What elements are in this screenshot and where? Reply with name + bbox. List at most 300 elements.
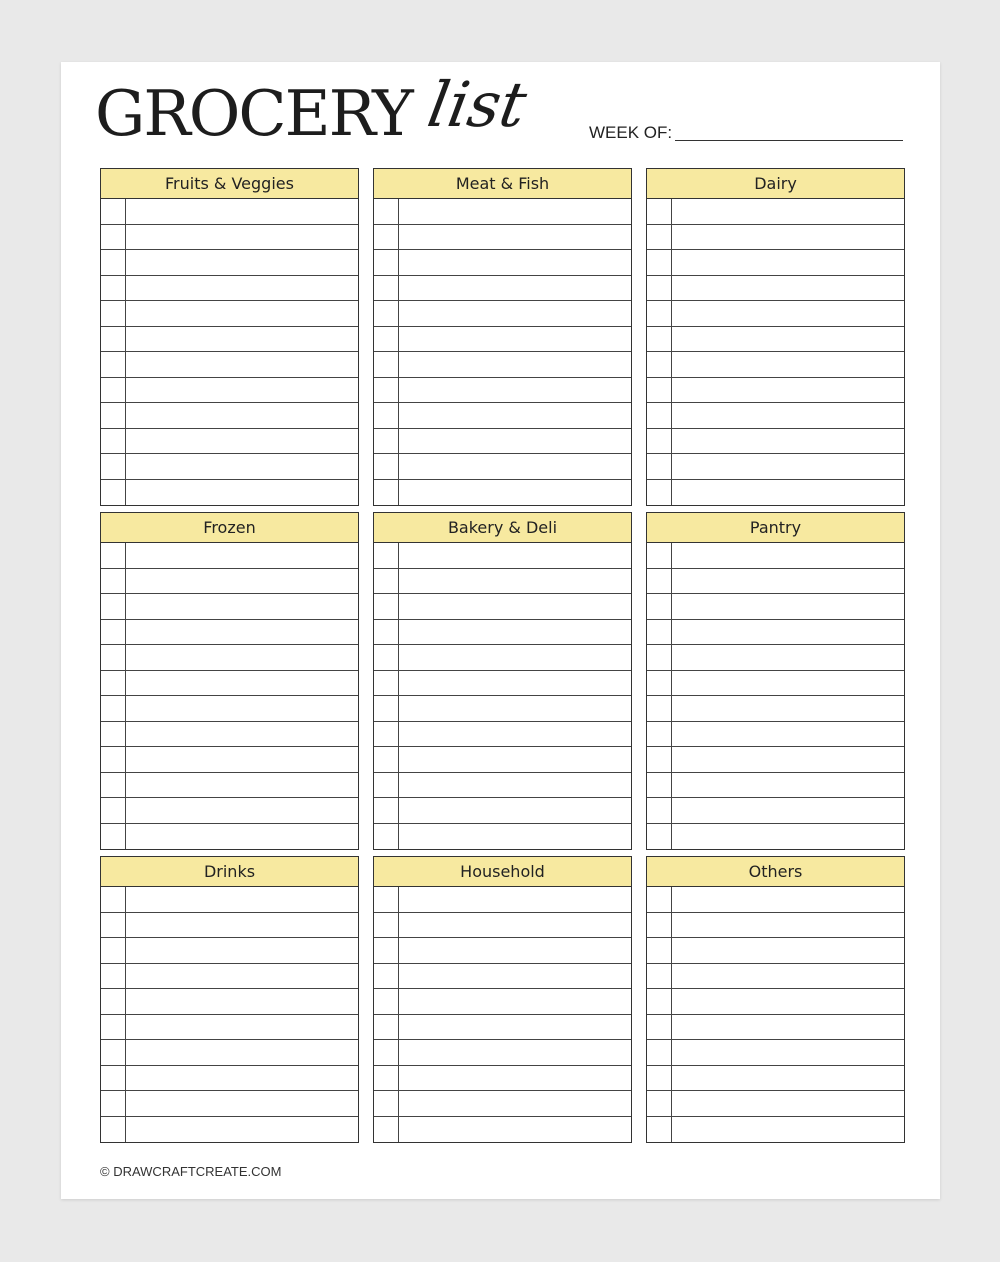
list-item bbox=[647, 913, 904, 939]
item-line[interactable] bbox=[126, 938, 358, 963]
checkbox[interactable] bbox=[101, 327, 126, 352]
item-line[interactable] bbox=[672, 352, 904, 377]
item-line[interactable] bbox=[399, 543, 631, 568]
item-line[interactable] bbox=[672, 225, 904, 250]
checkbox[interactable] bbox=[374, 696, 399, 721]
section-header: Fruits & Veggies bbox=[101, 169, 358, 199]
checkbox[interactable] bbox=[374, 403, 399, 428]
checkbox[interactable] bbox=[374, 989, 399, 1014]
list-item bbox=[647, 620, 904, 646]
checkbox[interactable] bbox=[101, 1040, 126, 1065]
checkbox[interactable] bbox=[374, 1040, 399, 1065]
item-line[interactable] bbox=[126, 199, 358, 224]
checkbox[interactable] bbox=[374, 887, 399, 912]
item-line[interactable] bbox=[672, 454, 904, 479]
list-item bbox=[374, 429, 631, 455]
list-item bbox=[374, 964, 631, 990]
item-line[interactable] bbox=[672, 378, 904, 403]
section-header: Pantry bbox=[647, 513, 904, 543]
item-line[interactable] bbox=[672, 480, 904, 506]
section-header: Dairy bbox=[647, 169, 904, 199]
list-item bbox=[101, 773, 358, 799]
item-line[interactable] bbox=[672, 1040, 904, 1065]
checkbox[interactable] bbox=[647, 301, 672, 326]
item-line[interactable] bbox=[399, 276, 631, 301]
item-line[interactable] bbox=[399, 1040, 631, 1065]
checkbox[interactable] bbox=[101, 454, 126, 479]
item-line[interactable] bbox=[126, 887, 358, 912]
item-line[interactable] bbox=[672, 773, 904, 798]
item-line[interactable] bbox=[672, 645, 904, 670]
item-line[interactable] bbox=[399, 671, 631, 696]
checkbox[interactable] bbox=[647, 964, 672, 989]
checkbox[interactable] bbox=[374, 645, 399, 670]
checkbox[interactable] bbox=[374, 276, 399, 301]
list-item bbox=[101, 543, 358, 569]
checkbox[interactable] bbox=[101, 913, 126, 938]
checkbox[interactable] bbox=[374, 1015, 399, 1040]
item-line[interactable] bbox=[399, 1066, 631, 1091]
item-line[interactable] bbox=[126, 1066, 358, 1091]
checkbox[interactable] bbox=[647, 747, 672, 772]
list-item bbox=[647, 543, 904, 569]
checkbox[interactable] bbox=[647, 454, 672, 479]
item-line[interactable] bbox=[126, 913, 358, 938]
item-line[interactable] bbox=[399, 301, 631, 326]
item-line[interactable] bbox=[672, 620, 904, 645]
item-line[interactable] bbox=[126, 964, 358, 989]
checkbox[interactable] bbox=[101, 225, 126, 250]
list-item bbox=[647, 454, 904, 480]
checkbox[interactable] bbox=[101, 747, 126, 772]
checkbox[interactable] bbox=[101, 964, 126, 989]
checkbox[interactable] bbox=[374, 747, 399, 772]
checkbox[interactable] bbox=[101, 543, 126, 568]
section-rows bbox=[374, 543, 631, 849]
checkbox[interactable] bbox=[101, 403, 126, 428]
checkbox[interactable] bbox=[647, 327, 672, 352]
week-of-line[interactable] bbox=[675, 140, 903, 141]
section-drinks bbox=[100, 856, 359, 1143]
list-item bbox=[374, 403, 631, 429]
item-line[interactable] bbox=[126, 824, 358, 850]
list-item bbox=[647, 938, 904, 964]
checkbox[interactable] bbox=[647, 773, 672, 798]
checkbox[interactable] bbox=[101, 594, 126, 619]
section-header: Drinks bbox=[101, 857, 358, 887]
week-of-label: WEEK OF: bbox=[589, 123, 673, 142]
checkbox[interactable] bbox=[101, 798, 126, 823]
item-line[interactable] bbox=[126, 671, 358, 696]
list-item bbox=[647, 276, 904, 302]
section-pantry bbox=[646, 512, 905, 850]
item-line[interactable] bbox=[672, 301, 904, 326]
item-line[interactable] bbox=[399, 964, 631, 989]
item-line[interactable] bbox=[672, 543, 904, 568]
item-line[interactable] bbox=[672, 696, 904, 721]
list-item bbox=[101, 887, 358, 913]
item-line[interactable] bbox=[126, 327, 358, 352]
checkbox[interactable] bbox=[647, 645, 672, 670]
section-dairy bbox=[646, 168, 905, 506]
checkbox[interactable] bbox=[101, 199, 126, 224]
item-line[interactable] bbox=[672, 1091, 904, 1116]
item-line[interactable] bbox=[126, 301, 358, 326]
checkbox[interactable] bbox=[374, 327, 399, 352]
list-item bbox=[374, 327, 631, 353]
item-line[interactable] bbox=[399, 1117, 631, 1143]
list-item bbox=[647, 671, 904, 697]
item-line[interactable] bbox=[672, 938, 904, 963]
item-line[interactable] bbox=[126, 250, 358, 275]
item-line[interactable] bbox=[126, 989, 358, 1014]
list-item bbox=[647, 1015, 904, 1041]
item-line[interactable] bbox=[672, 824, 904, 850]
item-line[interactable] bbox=[126, 594, 358, 619]
section-rows bbox=[374, 887, 631, 1142]
list-item bbox=[374, 671, 631, 697]
checkbox[interactable] bbox=[647, 824, 672, 850]
list-item bbox=[647, 989, 904, 1015]
checkbox[interactable] bbox=[647, 429, 672, 454]
checkbox[interactable] bbox=[374, 225, 399, 250]
item-line[interactable] bbox=[126, 429, 358, 454]
item-line[interactable] bbox=[672, 964, 904, 989]
checkbox[interactable] bbox=[374, 569, 399, 594]
item-line[interactable] bbox=[399, 798, 631, 823]
checkbox[interactable] bbox=[647, 1066, 672, 1091]
item-line[interactable] bbox=[126, 1091, 358, 1116]
item-line[interactable] bbox=[399, 824, 631, 850]
item-line[interactable] bbox=[672, 913, 904, 938]
checkbox[interactable] bbox=[647, 938, 672, 963]
checkbox[interactable] bbox=[647, 199, 672, 224]
item-line[interactable] bbox=[399, 938, 631, 963]
list-item bbox=[647, 594, 904, 620]
section-header: Household bbox=[374, 857, 631, 887]
checkbox[interactable] bbox=[101, 671, 126, 696]
list-item bbox=[101, 594, 358, 620]
list-item bbox=[647, 645, 904, 671]
item-line[interactable] bbox=[126, 696, 358, 721]
checkbox[interactable] bbox=[101, 276, 126, 301]
checkbox[interactable] bbox=[374, 913, 399, 938]
section-rows bbox=[647, 887, 904, 1142]
checkbox[interactable] bbox=[374, 938, 399, 963]
checkbox[interactable] bbox=[647, 722, 672, 747]
list-item bbox=[101, 913, 358, 939]
item-line[interactable] bbox=[126, 276, 358, 301]
item-line[interactable] bbox=[126, 1040, 358, 1065]
item-line[interactable] bbox=[399, 594, 631, 619]
item-line[interactable] bbox=[672, 798, 904, 823]
list-item bbox=[101, 964, 358, 990]
item-line[interactable] bbox=[126, 480, 358, 506]
item-line[interactable] bbox=[672, 250, 904, 275]
list-item bbox=[374, 773, 631, 799]
item-line[interactable] bbox=[672, 327, 904, 352]
checkbox[interactable] bbox=[101, 722, 126, 747]
section-meat-fish bbox=[373, 168, 632, 506]
list-item bbox=[101, 352, 358, 378]
item-line[interactable] bbox=[399, 225, 631, 250]
section-rows bbox=[647, 543, 904, 849]
list-item bbox=[647, 250, 904, 276]
item-line[interactable] bbox=[399, 887, 631, 912]
list-item bbox=[374, 1040, 631, 1066]
checkbox[interactable] bbox=[647, 1117, 672, 1143]
list-item bbox=[101, 722, 358, 748]
list-item bbox=[101, 671, 358, 697]
checkbox[interactable] bbox=[374, 250, 399, 275]
checkbox[interactable] bbox=[101, 429, 126, 454]
item-line[interactable] bbox=[126, 378, 358, 403]
list-item bbox=[374, 250, 631, 276]
list-item bbox=[374, 938, 631, 964]
list-item bbox=[374, 569, 631, 595]
list-item bbox=[101, 454, 358, 480]
checkbox[interactable] bbox=[647, 620, 672, 645]
item-line[interactable] bbox=[399, 352, 631, 377]
checkbox[interactable] bbox=[101, 569, 126, 594]
list-item bbox=[101, 378, 358, 404]
footer-copyright: © DRAWCRAFTCREATE.COM bbox=[100, 1164, 282, 1179]
item-line[interactable] bbox=[672, 747, 904, 772]
checkbox[interactable] bbox=[101, 250, 126, 275]
grocery-list-sheet bbox=[61, 62, 940, 1199]
checkbox[interactable] bbox=[374, 824, 399, 850]
item-line[interactable] bbox=[399, 722, 631, 747]
list-item bbox=[374, 1066, 631, 1092]
item-line[interactable] bbox=[399, 620, 631, 645]
list-item bbox=[647, 1117, 904, 1143]
section-header: Bakery & Deli bbox=[374, 513, 631, 543]
item-line[interactable] bbox=[399, 569, 631, 594]
item-line[interactable] bbox=[672, 671, 904, 696]
item-line[interactable] bbox=[672, 429, 904, 454]
checkbox[interactable] bbox=[374, 964, 399, 989]
item-line[interactable] bbox=[399, 1091, 631, 1116]
item-line[interactable] bbox=[126, 798, 358, 823]
checkbox[interactable] bbox=[647, 352, 672, 377]
item-line[interactable] bbox=[672, 1117, 904, 1143]
item-line[interactable] bbox=[399, 403, 631, 428]
list-item bbox=[374, 645, 631, 671]
item-line[interactable] bbox=[399, 913, 631, 938]
checkbox[interactable] bbox=[647, 569, 672, 594]
list-item bbox=[374, 1015, 631, 1041]
item-line[interactable] bbox=[126, 569, 358, 594]
item-line[interactable] bbox=[126, 454, 358, 479]
list-item bbox=[101, 480, 358, 506]
item-line[interactable] bbox=[399, 480, 631, 506]
list-item bbox=[374, 543, 631, 569]
list-item bbox=[101, 569, 358, 595]
item-line[interactable] bbox=[672, 887, 904, 912]
checkbox[interactable] bbox=[374, 352, 399, 377]
section-rows bbox=[101, 199, 358, 505]
list-item bbox=[374, 199, 631, 225]
item-line[interactable] bbox=[672, 403, 904, 428]
item-line[interactable] bbox=[126, 722, 358, 747]
checkbox[interactable] bbox=[374, 543, 399, 568]
checkbox[interactable] bbox=[101, 824, 126, 850]
list-item bbox=[374, 480, 631, 506]
checkbox[interactable] bbox=[647, 1091, 672, 1116]
item-line[interactable] bbox=[126, 352, 358, 377]
item-line[interactable] bbox=[672, 1015, 904, 1040]
section-rows bbox=[101, 887, 358, 1142]
checkbox[interactable] bbox=[101, 1091, 126, 1116]
item-line[interactable] bbox=[672, 722, 904, 747]
checkbox[interactable] bbox=[374, 199, 399, 224]
checkbox[interactable] bbox=[647, 250, 672, 275]
list-item bbox=[647, 403, 904, 429]
list-item bbox=[647, 722, 904, 748]
checkbox[interactable] bbox=[101, 1015, 126, 1040]
item-line[interactable] bbox=[672, 199, 904, 224]
item-line[interactable] bbox=[399, 1015, 631, 1040]
list-item bbox=[374, 722, 631, 748]
checkbox[interactable] bbox=[647, 276, 672, 301]
list-item bbox=[647, 964, 904, 990]
section-header: Frozen bbox=[101, 513, 358, 543]
item-line[interactable] bbox=[672, 569, 904, 594]
checkbox[interactable] bbox=[647, 913, 672, 938]
checkbox[interactable] bbox=[647, 671, 672, 696]
item-line[interactable] bbox=[126, 1117, 358, 1143]
checkbox[interactable] bbox=[374, 454, 399, 479]
item-line[interactable] bbox=[399, 250, 631, 275]
list-item bbox=[647, 1091, 904, 1117]
checkbox[interactable] bbox=[101, 1117, 126, 1143]
item-line[interactable] bbox=[672, 276, 904, 301]
section-rows bbox=[374, 199, 631, 505]
checkbox[interactable] bbox=[647, 594, 672, 619]
list-item bbox=[374, 225, 631, 251]
item-line[interactable] bbox=[399, 773, 631, 798]
list-item bbox=[101, 403, 358, 429]
list-item bbox=[374, 276, 631, 302]
section-household bbox=[373, 856, 632, 1143]
checkbox[interactable] bbox=[374, 1117, 399, 1143]
item-line[interactable] bbox=[399, 199, 631, 224]
list-item bbox=[647, 747, 904, 773]
item-line[interactable] bbox=[126, 645, 358, 670]
checkbox[interactable] bbox=[101, 989, 126, 1014]
item-line[interactable] bbox=[399, 989, 631, 1014]
checkbox[interactable] bbox=[647, 1015, 672, 1040]
list-item bbox=[374, 301, 631, 327]
list-item bbox=[647, 569, 904, 595]
list-item bbox=[647, 352, 904, 378]
checkbox[interactable] bbox=[101, 301, 126, 326]
checkbox[interactable] bbox=[374, 798, 399, 823]
section-others bbox=[646, 856, 905, 1143]
list-item bbox=[374, 620, 631, 646]
section-header: Others bbox=[647, 857, 904, 887]
list-item bbox=[647, 199, 904, 225]
checkbox[interactable] bbox=[647, 378, 672, 403]
checkbox[interactable] bbox=[101, 1066, 126, 1091]
checkbox[interactable] bbox=[647, 798, 672, 823]
item-line[interactable] bbox=[672, 1066, 904, 1091]
list-item bbox=[101, 199, 358, 225]
item-line[interactable] bbox=[126, 1015, 358, 1040]
item-line[interactable] bbox=[672, 989, 904, 1014]
list-item bbox=[101, 225, 358, 251]
checkbox[interactable] bbox=[101, 696, 126, 721]
item-line[interactable] bbox=[399, 378, 631, 403]
checkbox[interactable] bbox=[374, 620, 399, 645]
list-item bbox=[647, 327, 904, 353]
item-line[interactable] bbox=[399, 747, 631, 772]
checkbox[interactable] bbox=[101, 645, 126, 670]
list-item bbox=[101, 1015, 358, 1041]
item-line[interactable] bbox=[126, 620, 358, 645]
list-item bbox=[647, 887, 904, 913]
item-line[interactable] bbox=[126, 747, 358, 772]
list-item bbox=[101, 696, 358, 722]
list-item bbox=[374, 696, 631, 722]
checkbox[interactable] bbox=[101, 352, 126, 377]
checkbox[interactable] bbox=[374, 594, 399, 619]
checkbox[interactable] bbox=[374, 722, 399, 747]
list-item bbox=[374, 1091, 631, 1117]
checkbox[interactable] bbox=[647, 1040, 672, 1065]
item-line[interactable] bbox=[399, 327, 631, 352]
item-line[interactable] bbox=[126, 403, 358, 428]
list-item bbox=[101, 989, 358, 1015]
checkbox[interactable] bbox=[101, 480, 126, 506]
section-bakery-deli bbox=[373, 512, 632, 850]
checkbox[interactable] bbox=[647, 480, 672, 506]
checkbox[interactable] bbox=[101, 378, 126, 403]
checkbox[interactable] bbox=[647, 696, 672, 721]
checkbox[interactable] bbox=[647, 989, 672, 1014]
checkbox[interactable] bbox=[374, 1066, 399, 1091]
item-line[interactable] bbox=[126, 225, 358, 250]
item-line[interactable] bbox=[399, 429, 631, 454]
checkbox[interactable] bbox=[101, 620, 126, 645]
checkbox[interactable] bbox=[101, 938, 126, 963]
list-item bbox=[647, 225, 904, 251]
item-line[interactable] bbox=[126, 773, 358, 798]
checkbox[interactable] bbox=[647, 887, 672, 912]
list-item bbox=[101, 1040, 358, 1066]
checkbox[interactable] bbox=[374, 378, 399, 403]
checkbox[interactable] bbox=[647, 403, 672, 428]
item-line[interactable] bbox=[126, 543, 358, 568]
checkbox[interactable] bbox=[101, 887, 126, 912]
item-line[interactable] bbox=[399, 454, 631, 479]
item-line[interactable] bbox=[399, 645, 631, 670]
checkbox[interactable] bbox=[374, 429, 399, 454]
checkbox[interactable] bbox=[374, 480, 399, 506]
item-line[interactable] bbox=[399, 696, 631, 721]
item-line[interactable] bbox=[672, 594, 904, 619]
checkbox[interactable] bbox=[647, 543, 672, 568]
title-main: GROCERY bbox=[95, 77, 412, 150]
list-item bbox=[101, 1117, 358, 1143]
checkbox[interactable] bbox=[101, 773, 126, 798]
checkbox[interactable] bbox=[374, 301, 399, 326]
checkbox[interactable] bbox=[647, 225, 672, 250]
checkbox[interactable] bbox=[374, 773, 399, 798]
checkbox[interactable] bbox=[374, 1091, 399, 1116]
checkbox[interactable] bbox=[374, 671, 399, 696]
list-item bbox=[101, 620, 358, 646]
